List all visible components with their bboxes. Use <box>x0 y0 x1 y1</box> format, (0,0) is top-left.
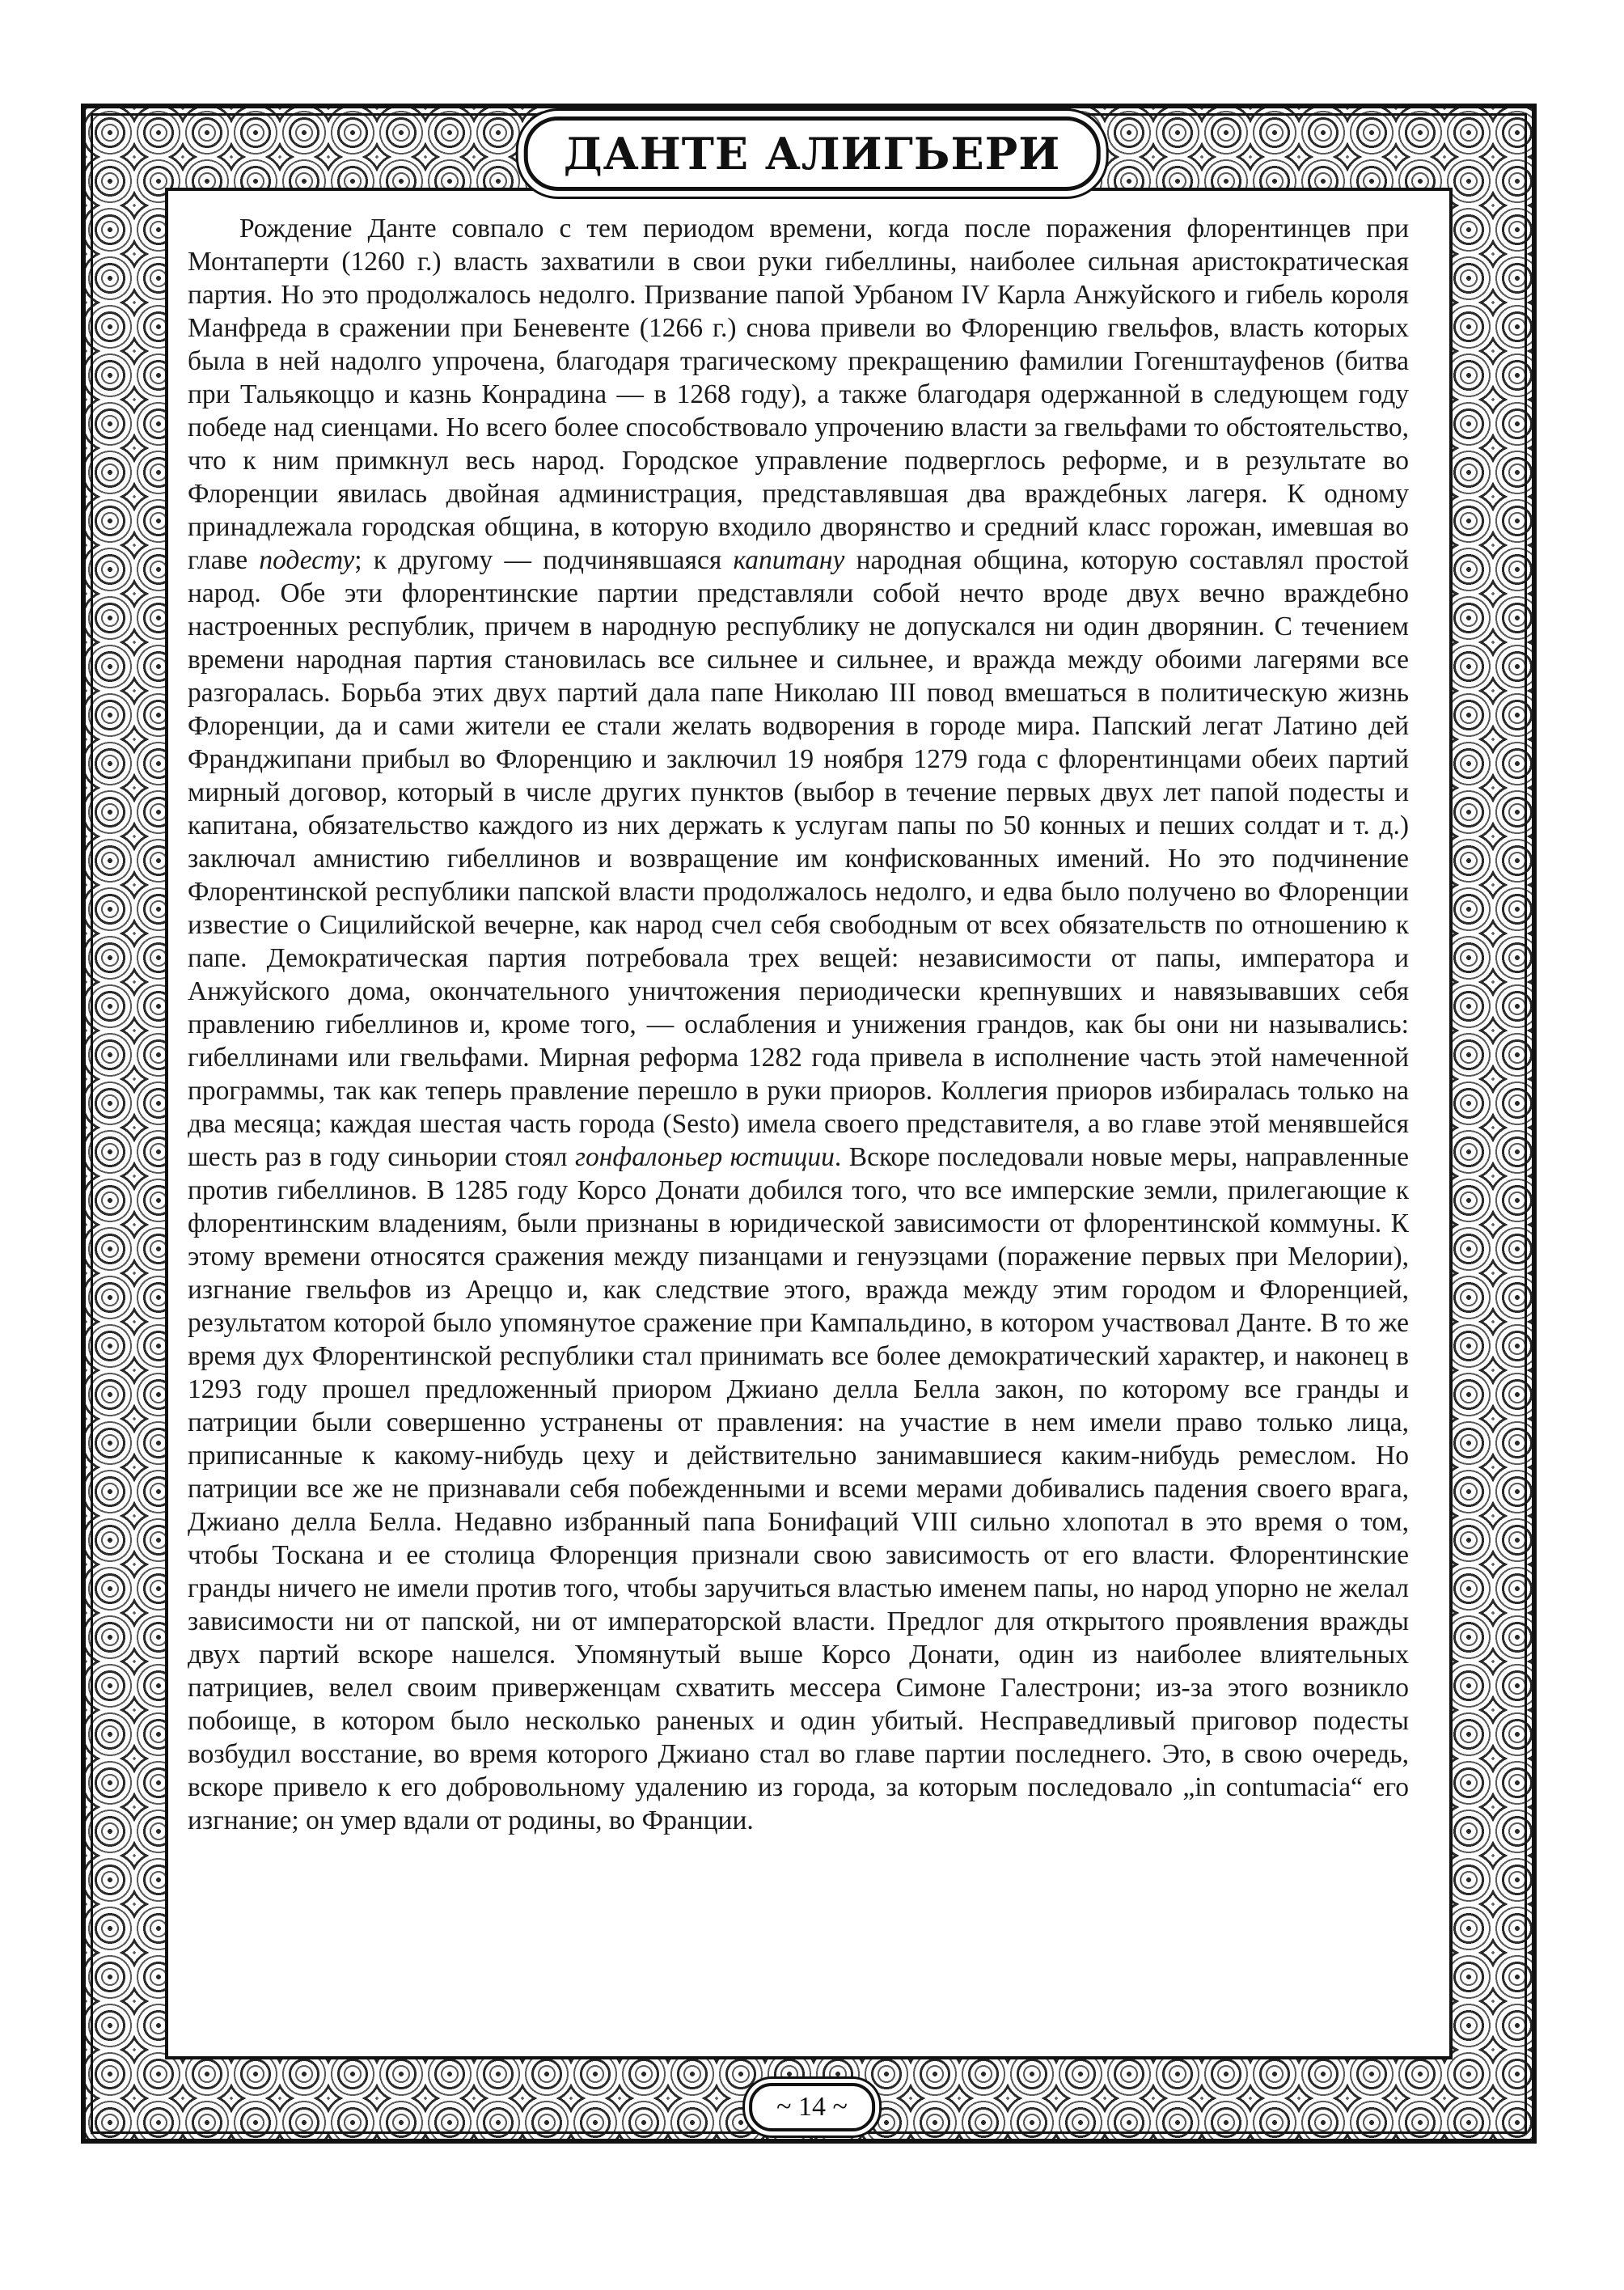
title-plaque <box>524 116 1101 191</box>
italic-term: капитану <box>733 545 845 575</box>
italic-term: гонфалоньер юстиции <box>574 1142 835 1172</box>
text-segment: Рождение Данте совпало с тем периодом времени, когда после поражения флорентинцев при Монтаперти (1260 г.) власть захватили в свои руки гибеллины, наиболее сильная аристократическая партия. Но это продолжалось недолго. Призвание папой Урбаном IV Карла Анжуйского и гибель короля Манфреда в сражении при Беневенте (1266 г.) снова привели во Флоренцию гвельфов, власть которых была в ней надолго упрочена, благодаря трагическому прекращению фамилии Гогенштауфенов (битва при Тальякоццо и казнь Конрадина — в 1268 году), а также благодаря одержанной в следующем году победе над сиенцами. Но всего более способствовало упрочению власти за гвельфами то обстоятельство, что к ним примкнул весь народ. Городское управление подверглось реформе, и в результате во Флоренции явилась двойная администрация, представлявшая два враждебных лагеря. К одному принадлежала городская община, в которую входило дворянство и средний класс горожан, имевшая во главе <box>188 214 1409 575</box>
page-number: ~ 14 ~ <box>776 2092 848 2122</box>
text-segment: народная община, которую составлял простой народ. Обе эти флорентинские партии представляли собой нечто вроде двух вечно враждебно настроенных республик, причем в народную республику не допускался ни один дворянин. С течением времени народная партия становилась все сильнее и сильнее, и вражда между обоими лагерями все разгоралась. Борьба этих двух партий дала папе Николаю III повод вмешаться в политическую жизнь Флоренции, да и сами жители ее стали желать водворения в городе мира. Папский легат Латино дей Франджипани прибыл во Флоренцию и заключил 19 ноября 1279 года с флорентинцами обеих партий мирный договор, который в числе других пунктов (выбор в течение первых двух лет папой подесты и капитана, обязательство каждого из них держать к услугам папы по 50 конных и пеших солдат и т. д.) заключал амнистию гибеллинов и возвращение им конфискованных имений. Но это подчинение Флорентинской республики папской власти продолжалось недолго, и едва было получено во Флоренции известие о Сицилийской вечерне, как народ счел себя свободным от всех обязательств по отношению к папе. Демократическая партия потребовала трех вещей: независимости от папы, императора и Анжуйского дома, окончательного уничтожения периодически крепнувших и навязывавших себя правлению гибеллинов и, кроме того, — ослабления и унижения грандов, как бы они ни назывались: гибеллинами или гвельфами. Мирная реформа 1282 года привела в исполнение часть этой намеченной программы, так как теперь правление перешло в руки приоров. Коллегия приоров избиралась только на два месяца; каждая шестая часть города (Sesto) имела своего представителя, а во главе этой менявшейся шесть раз в году синьории стоял <box>188 545 1410 1172</box>
page-title: ДАНТЕ АЛИГЬЕРИ <box>563 128 1061 180</box>
text-segment: . Вскоре последовали новые меры, направленные против гибеллинов. В 1285 году Корсо Донати добился того, что все имперские земли, прилегающие к флорентинским владениям, были признаны в юридической зависимости от флорентинской коммуны. К этому времени относятся сражения между пизанцами и генуэзцами (поражение первых при Мелории), изгнание гвельфов из Ареццо и, как следствие этого, вражда между этим городом и Флоренцией, результатом которой было упомянутое сражение при Кампальдино, в котором участвовал Данте. В то же время дух Флорентинской республики стал принимать все более демократический характер, и наконец в 1293 году прошел предложенный приором Джиано делла Белла закон, по которому все гранды и патриции были совершенно устранены от правления: на участие в нем имели право только лица, приписанные к какому-нибудь цеху и действительно занимавшиеся каким-нибудь ремеслом. Но патриции все же не признавали себя побежденными и всеми мерами добивались падения своего врага, Джиано делла Белла. Недавно избранный папа Бонифаций VIII сильно хлопотал в это время о том, чтобы Тоскана и ее столица Флоренция признали свою зависимость от его власти. Флорентинские гранды ничего не имели против того, чтобы заручиться властью именем папы, но народ упорно не желал зависимости ни от папской, ни от императорской власти. Предлог для открытого проявления вражды двух партий вскоре нашелся. Упомянутый выше Корсо Донати, один из наиболее влиятельных патрициев, велел своим приверженцам схватить мессера Симоне Галестрони; из-за этого возникло побоище, в котором было несколько раненых и один убитый. Несправедливый приговор подесты возбудил восстание, во время которого Джиано стал во главе партии последнего. Это, в свою очередь, вскоре привело к его добровольному удалению из города, за которым последовало „in contumacia“ его изгнание; он умер вдали от родины, во Франции. <box>188 1142 1409 1835</box>
paragraph <box>188 212 1409 1837</box>
page-number-plaque <box>749 2083 875 2131</box>
italic-term: подесту <box>259 545 355 575</box>
text-segment: ; к другому — подчинявшаяся <box>354 545 722 575</box>
body-text <box>188 212 1409 1837</box>
